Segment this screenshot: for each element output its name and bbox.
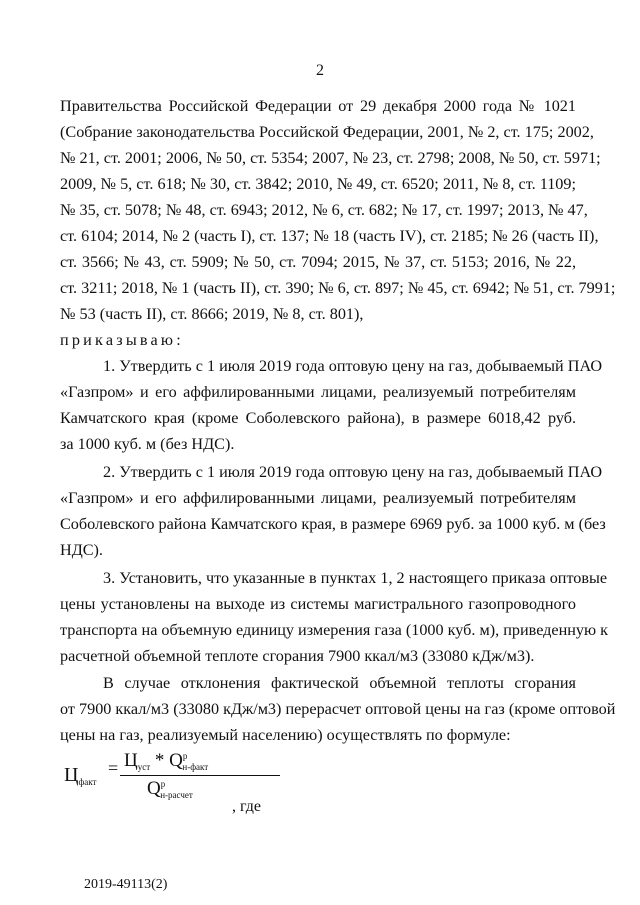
text-line: «Газпром» и его аффилированными лицами, реализуемый потребителям: [60, 489, 576, 507]
text-line: Соболевского района Камчатского края, в размере 6969 руб. за 1000 куб. м (без: [60, 515, 606, 533]
text-line: 2. Утвердить с 1 июля 2019 года оптовую цену на газ, добываемый ПАО: [103, 463, 603, 481]
text-line: ст. 3211; 2018, № 1 (часть II), ст. 390; № 6, ст. 897; № 45, ст. 6942; № 51, ст. 7991;: [60, 279, 616, 297]
formula-equals: =: [108, 758, 119, 778]
document-number: 2019-49113(2): [84, 877, 168, 892]
formula-lhs: [64, 764, 96, 787]
formula-num-b: Q: [169, 750, 183, 771]
formula-den-superscript: р: [160, 779, 166, 789]
text-line: Камчатского края (кроме Соболевского района), в размере 6018,42 руб.: [60, 409, 576, 427]
page-number: 2: [316, 62, 324, 79]
formula-tail: , где: [232, 798, 262, 815]
text-line: от 7900 ккал/м3 (33080 кДж/м3) перерасчет оптовой цены на газ (кроме оптовой: [60, 700, 616, 718]
formula-num-a: Ц: [124, 750, 138, 771]
text-line: № 53 (часть II), ст. 8666; 2019, № 8, ст. 801),: [60, 305, 364, 323]
text-line: НДС).: [60, 541, 103, 559]
text-line: № 35, ст. 5078; № 48, ст. 6943; 2012, № 6, ст. 682; № 17, ст. 1997; 2013, № 47,: [60, 201, 588, 219]
formula-num-b-subscript: н-факт: [182, 762, 209, 772]
text-line: ст. 3566; № 43, ст. 5909; № 50, ст. 7094; 2015, № 37, ст. 5153; 2016, № 22,: [60, 253, 576, 271]
price-formula: [60, 748, 360, 828]
text-line: цены установлены на выходе из системы магистрального газопроводного: [60, 595, 576, 613]
text-line: В случае отклонения фактической объемной теплоты сгорания: [103, 674, 576, 692]
formula-den-subscript: н-расчет: [160, 790, 193, 800]
formula-lhs-subscript: факт: [78, 777, 97, 787]
formula-numerator: [124, 750, 208, 772]
text-line: транспорта на объемную единицу измерения газа (1000 куб. м), приведенную к: [60, 621, 609, 639]
formula-num-a-subscript: уст: [137, 762, 151, 772]
text-line: 3. Установить, что указанные в пунктах 1, 2 настоящего приказа оптовые: [103, 569, 608, 587]
text-line: цены на газ, реализуемый населению) осуществлять по формуле:: [60, 726, 511, 744]
text-line: № 21, ст. 2001; 2006, № 50, ст. 5354; 2007, № 23, ст. 2798; 2008, № 50, ст. 5971;: [60, 149, 601, 167]
text-line: «Газпром» и его аффилированными лицами, реализуемый потребителям: [60, 383, 576, 401]
formula-den-symbol: Q: [147, 778, 161, 799]
formula-denominator: [147, 778, 193, 800]
text-line: (Собрание законодательства Российской Федерации, 2001, № 2, ст. 175; 2002,: [60, 123, 594, 141]
text-line: за 1000 куб. м (без НДС).: [60, 435, 235, 453]
order-word: приказываю:: [60, 331, 184, 349]
fraction-bar: [120, 775, 280, 776]
text-line: ст. 6104; 2014, № 2 (часть I), ст. 137; № 18 (часть IV), ст. 2185; № 26 (часть II),: [60, 227, 599, 245]
text-line: расчетной объемной теплоте сгорания 7900 ккал/м3 (33080 кДж/м3).: [60, 647, 535, 665]
formula-num-b-superscript: р: [182, 751, 188, 761]
text-line: 1. Утвердить с 1 июля 2019 года оптовую цену на газ, добываемый ПАО: [103, 357, 603, 375]
text-line: 2009, № 5, ст. 618; № 30, ст. 3842; 2010, № 49, ст. 6520; 2011, № 8, ст. 1109;: [60, 175, 576, 193]
formula-lhs-symbol: Ц: [64, 764, 79, 786]
formula-operator: *: [150, 750, 170, 771]
text-line: Правительства Российской Федерации от 29 декабря 2000 года № 1021: [60, 97, 576, 115]
